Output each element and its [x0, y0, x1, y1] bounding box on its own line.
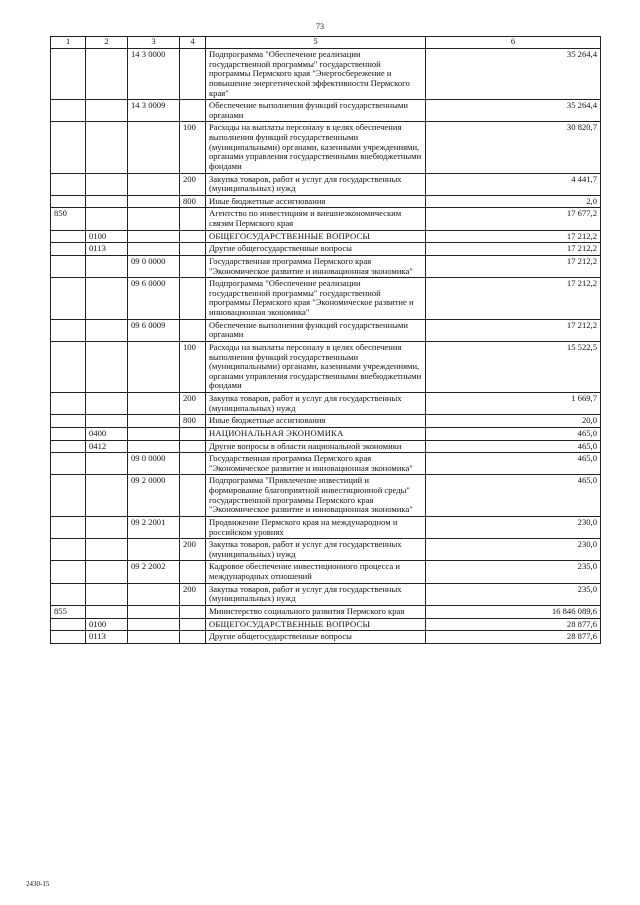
cell-agency-code [51, 440, 86, 453]
cell-amount: 28 877,6 [426, 618, 601, 631]
table-row [51, 122, 601, 173]
table-row [51, 278, 601, 320]
cell-amount: 28 877,6 [426, 631, 601, 644]
table-row [51, 173, 601, 195]
cell-section-code [86, 415, 128, 428]
table-row [51, 100, 601, 122]
cell-amount: 2,0 [426, 195, 601, 208]
cell-target-code [128, 427, 180, 440]
column-header-2: 2 [86, 37, 128, 49]
cell-expense-type: 100 [180, 341, 206, 392]
cell-amount: 4 441,7 [426, 173, 601, 195]
cell-amount: 465,0 [426, 440, 601, 453]
cell-description: Закупка товаров, работ и услуг для государственных (муниципальных) нужд [206, 173, 426, 195]
cell-expense-type [180, 243, 206, 256]
table-row [51, 243, 601, 256]
cell-section-code [86, 122, 128, 173]
cell-section-code [86, 393, 128, 415]
cell-description: Другие вопросы в области национальной экономики [206, 440, 426, 453]
cell-amount: 17 677,2 [426, 208, 601, 230]
cell-amount: 17 212,2 [426, 278, 601, 320]
cell-target-code [128, 618, 180, 631]
cell-expense-type [180, 631, 206, 644]
cell-target-code [128, 393, 180, 415]
column-header-3: 3 [128, 37, 180, 49]
cell-amount: 235,0 [426, 561, 601, 583]
cell-section-code [86, 605, 128, 618]
cell-description: Министерство социального развития Пермского края [206, 605, 426, 618]
cell-description: Подпрограмма "Обеспечение реализации государственной программы" государственной программы Пермского края "Экономическое развитие и инновационная экономика" [206, 278, 426, 320]
cell-amount: 465,0 [426, 475, 601, 517]
cell-section-code [86, 583, 128, 605]
cell-agency-code [51, 427, 86, 440]
table-row [51, 539, 601, 561]
cell-amount: 35 264,4 [426, 100, 601, 122]
table-row [51, 341, 601, 392]
cell-description: Государственная программа Пермского края "Экономическое развитие и инновационная экономика" [206, 255, 426, 277]
cell-expense-type [180, 440, 206, 453]
cell-section-code [86, 195, 128, 208]
cell-agency-code [51, 100, 86, 122]
cell-section-code: 0412 [86, 440, 128, 453]
cell-description: Государственная программа Пермского края "Экономическое развитие и инновационная экономика" [206, 453, 426, 475]
cell-expense-type [180, 255, 206, 277]
column-header-4: 4 [180, 37, 206, 49]
cell-description: Обеспечение выполнения функций государственными органами [206, 100, 426, 122]
cell-target-code [128, 539, 180, 561]
budget-table [50, 36, 601, 644]
cell-agency-code [51, 618, 86, 631]
cell-expense-type [180, 230, 206, 243]
table-row [51, 453, 601, 475]
column-header-5: 5 [206, 37, 426, 49]
cell-description: Иные бюджетные ассигнования [206, 195, 426, 208]
table-row [51, 208, 601, 230]
cell-amount: 1 669,7 [426, 393, 601, 415]
cell-description: Расходы на выплаты персоналу в целях обеспечения выполнения функций государственными (муниципальными) органами, казенными учреждениями, органами управления государственными внебюджетными фондами [206, 122, 426, 173]
cell-description: Иные бюджетные ассигнования [206, 415, 426, 428]
table-row [51, 561, 601, 583]
cell-target-code [128, 605, 180, 618]
cell-expense-type [180, 427, 206, 440]
cell-expense-type [180, 516, 206, 538]
cell-section-code [86, 516, 128, 538]
cell-description: НАЦИОНАЛЬНАЯ ЭКОНОМИКА [206, 427, 426, 440]
cell-target-code [128, 208, 180, 230]
cell-amount: 17 212,2 [426, 319, 601, 341]
cell-expense-type: 800 [180, 415, 206, 428]
cell-section-code [86, 208, 128, 230]
cell-description: Продвижение Пермского края на международном и российском уровнях [206, 516, 426, 538]
cell-target-code [128, 122, 180, 173]
cell-amount: 235,0 [426, 583, 601, 605]
cell-agency-code [51, 173, 86, 195]
cell-description: ОБЩЕГОСУДАРСТВЕННЫЕ ВОПРОСЫ [206, 230, 426, 243]
cell-section-code [86, 453, 128, 475]
cell-amount: 17 212,2 [426, 255, 601, 277]
cell-agency-code [51, 393, 86, 415]
cell-section-code: 0113 [86, 631, 128, 644]
table-body [51, 49, 601, 644]
cell-expense-type: 200 [180, 583, 206, 605]
cell-amount: 17 212,2 [426, 243, 601, 256]
table-row [51, 427, 601, 440]
cell-target-code: 09 2 0000 [128, 475, 180, 517]
cell-target-code [128, 440, 180, 453]
cell-section-code [86, 561, 128, 583]
cell-target-code: 09 6 0000 [128, 278, 180, 320]
cell-section-code [86, 475, 128, 517]
cell-description: Подпрограмма "Привлечение инвестиций и формирование благоприятной инвестиционной среды" государственной программы Пермского края "Экономическое развитие и инновационная экономика" [206, 475, 426, 517]
cell-section-code [86, 100, 128, 122]
cell-section-code: 0100 [86, 230, 128, 243]
cell-target-code [128, 243, 180, 256]
table-row [51, 475, 601, 517]
cell-description: Закупка товаров, работ и услуг для государственных (муниципальных) нужд [206, 583, 426, 605]
cell-description: ОБЩЕГОСУДАРСТВЕННЫЕ ВОПРОСЫ [206, 618, 426, 631]
cell-agency-code [51, 631, 86, 644]
cell-amount: 465,0 [426, 453, 601, 475]
cell-section-code: 0400 [86, 427, 128, 440]
cell-target-code [128, 583, 180, 605]
cell-expense-type: 200 [180, 393, 206, 415]
cell-expense-type [180, 319, 206, 341]
table-row [51, 618, 601, 631]
cell-agency-code [51, 319, 86, 341]
cell-section-code [86, 49, 128, 100]
cell-amount: 30 820,7 [426, 122, 601, 173]
cell-description: Закупка товаров, работ и услуг для государственных (муниципальных) нужд [206, 393, 426, 415]
table-row [51, 440, 601, 453]
cell-section-code [86, 341, 128, 392]
cell-target-code [128, 195, 180, 208]
cell-agency-code [51, 516, 86, 538]
cell-expense-type: 100 [180, 122, 206, 173]
cell-section-code: 0100 [86, 618, 128, 631]
cell-agency-code [51, 49, 86, 100]
table-row [51, 319, 601, 341]
cell-target-code: 09 2 2002 [128, 561, 180, 583]
footer-code: 2430-15 [26, 880, 50, 888]
cell-agency-code [51, 255, 86, 277]
cell-amount: 16 846 089,6 [426, 605, 601, 618]
cell-description: Агентство по инвестициям и внешнеэкономическим связям Пермского края [206, 208, 426, 230]
cell-description: Кадровое обеспечение инвестиционного процесса и международных отношений [206, 561, 426, 583]
cell-expense-type [180, 278, 206, 320]
table-row [51, 230, 601, 243]
cell-agency-code [51, 230, 86, 243]
cell-expense-type [180, 453, 206, 475]
cell-amount: 230,0 [426, 539, 601, 561]
cell-agency-code: 855 [51, 605, 86, 618]
cell-target-code [128, 173, 180, 195]
cell-expense-type [180, 605, 206, 618]
cell-target-code [128, 341, 180, 392]
cell-agency-code [51, 453, 86, 475]
cell-amount: 17 212,2 [426, 230, 601, 243]
cell-agency-code [51, 415, 86, 428]
cell-section-code [86, 255, 128, 277]
column-header-6: 6 [426, 37, 601, 49]
table-row [51, 195, 601, 208]
cell-agency-code [51, 278, 86, 320]
cell-description: Другие общегосударственные вопросы [206, 631, 426, 644]
cell-agency-code [51, 539, 86, 561]
cell-description: Другие общегосударственные вопросы [206, 243, 426, 256]
table-row [51, 583, 601, 605]
cell-amount: 230,0 [426, 516, 601, 538]
cell-expense-type [180, 49, 206, 100]
cell-target-code: 09 2 2001 [128, 516, 180, 538]
cell-expense-type: 200 [180, 173, 206, 195]
cell-agency-code [51, 122, 86, 173]
cell-section-code [86, 173, 128, 195]
cell-target-code [128, 230, 180, 243]
cell-description: Расходы на выплаты персоналу в целях обеспечения выполнения функций государственными (муниципальными) органами, казенными учреждениями, органами управления государственными внебюджетными фондами [206, 341, 426, 392]
cell-target-code: 14 3 0009 [128, 100, 180, 122]
cell-expense-type [180, 208, 206, 230]
cell-expense-type [180, 475, 206, 517]
cell-expense-type [180, 561, 206, 583]
cell-section-code [86, 539, 128, 561]
cell-amount: 465,0 [426, 427, 601, 440]
table-row [51, 605, 601, 618]
table-row [51, 516, 601, 538]
cell-agency-code [51, 243, 86, 256]
cell-section-code [86, 319, 128, 341]
cell-agency-code [51, 475, 86, 517]
cell-target-code [128, 415, 180, 428]
cell-agency-code [51, 195, 86, 208]
table-row [51, 393, 601, 415]
cell-description: Закупка товаров, работ и услуг для государственных (муниципальных) нужд [206, 539, 426, 561]
cell-section-code [86, 278, 128, 320]
cell-agency-code [51, 583, 86, 605]
cell-target-code: 09 0 0000 [128, 453, 180, 475]
cell-description: Подпрограмма "Обеспечение реализации государственной программы" государственной программы Пермского края "Энергосбережение и повышение энергетической эффективности Пермского края" [206, 49, 426, 100]
cell-target-code: 09 6 0009 [128, 319, 180, 341]
cell-amount: 20,0 [426, 415, 601, 428]
table-row [51, 631, 601, 644]
cell-section-code: 0113 [86, 243, 128, 256]
cell-amount: 35 264,4 [426, 49, 601, 100]
cell-expense-type: 800 [180, 195, 206, 208]
cell-expense-type [180, 100, 206, 122]
cell-expense-type: 200 [180, 539, 206, 561]
page-number: 73 [316, 22, 324, 31]
cell-agency-code: 850 [51, 208, 86, 230]
column-header-1: 1 [51, 37, 86, 49]
cell-description: Обеспечение выполнения функций государственными органами [206, 319, 426, 341]
cell-target-code: 09 0 0000 [128, 255, 180, 277]
cell-target-code: 14 3 0000 [128, 49, 180, 100]
table-row [51, 255, 601, 277]
table-row [51, 415, 601, 428]
header-row [51, 37, 601, 49]
cell-amount: 15 522,5 [426, 341, 601, 392]
cell-agency-code [51, 561, 86, 583]
table-row [51, 49, 601, 100]
cell-agency-code [51, 341, 86, 392]
cell-expense-type [180, 618, 206, 631]
cell-target-code [128, 631, 180, 644]
